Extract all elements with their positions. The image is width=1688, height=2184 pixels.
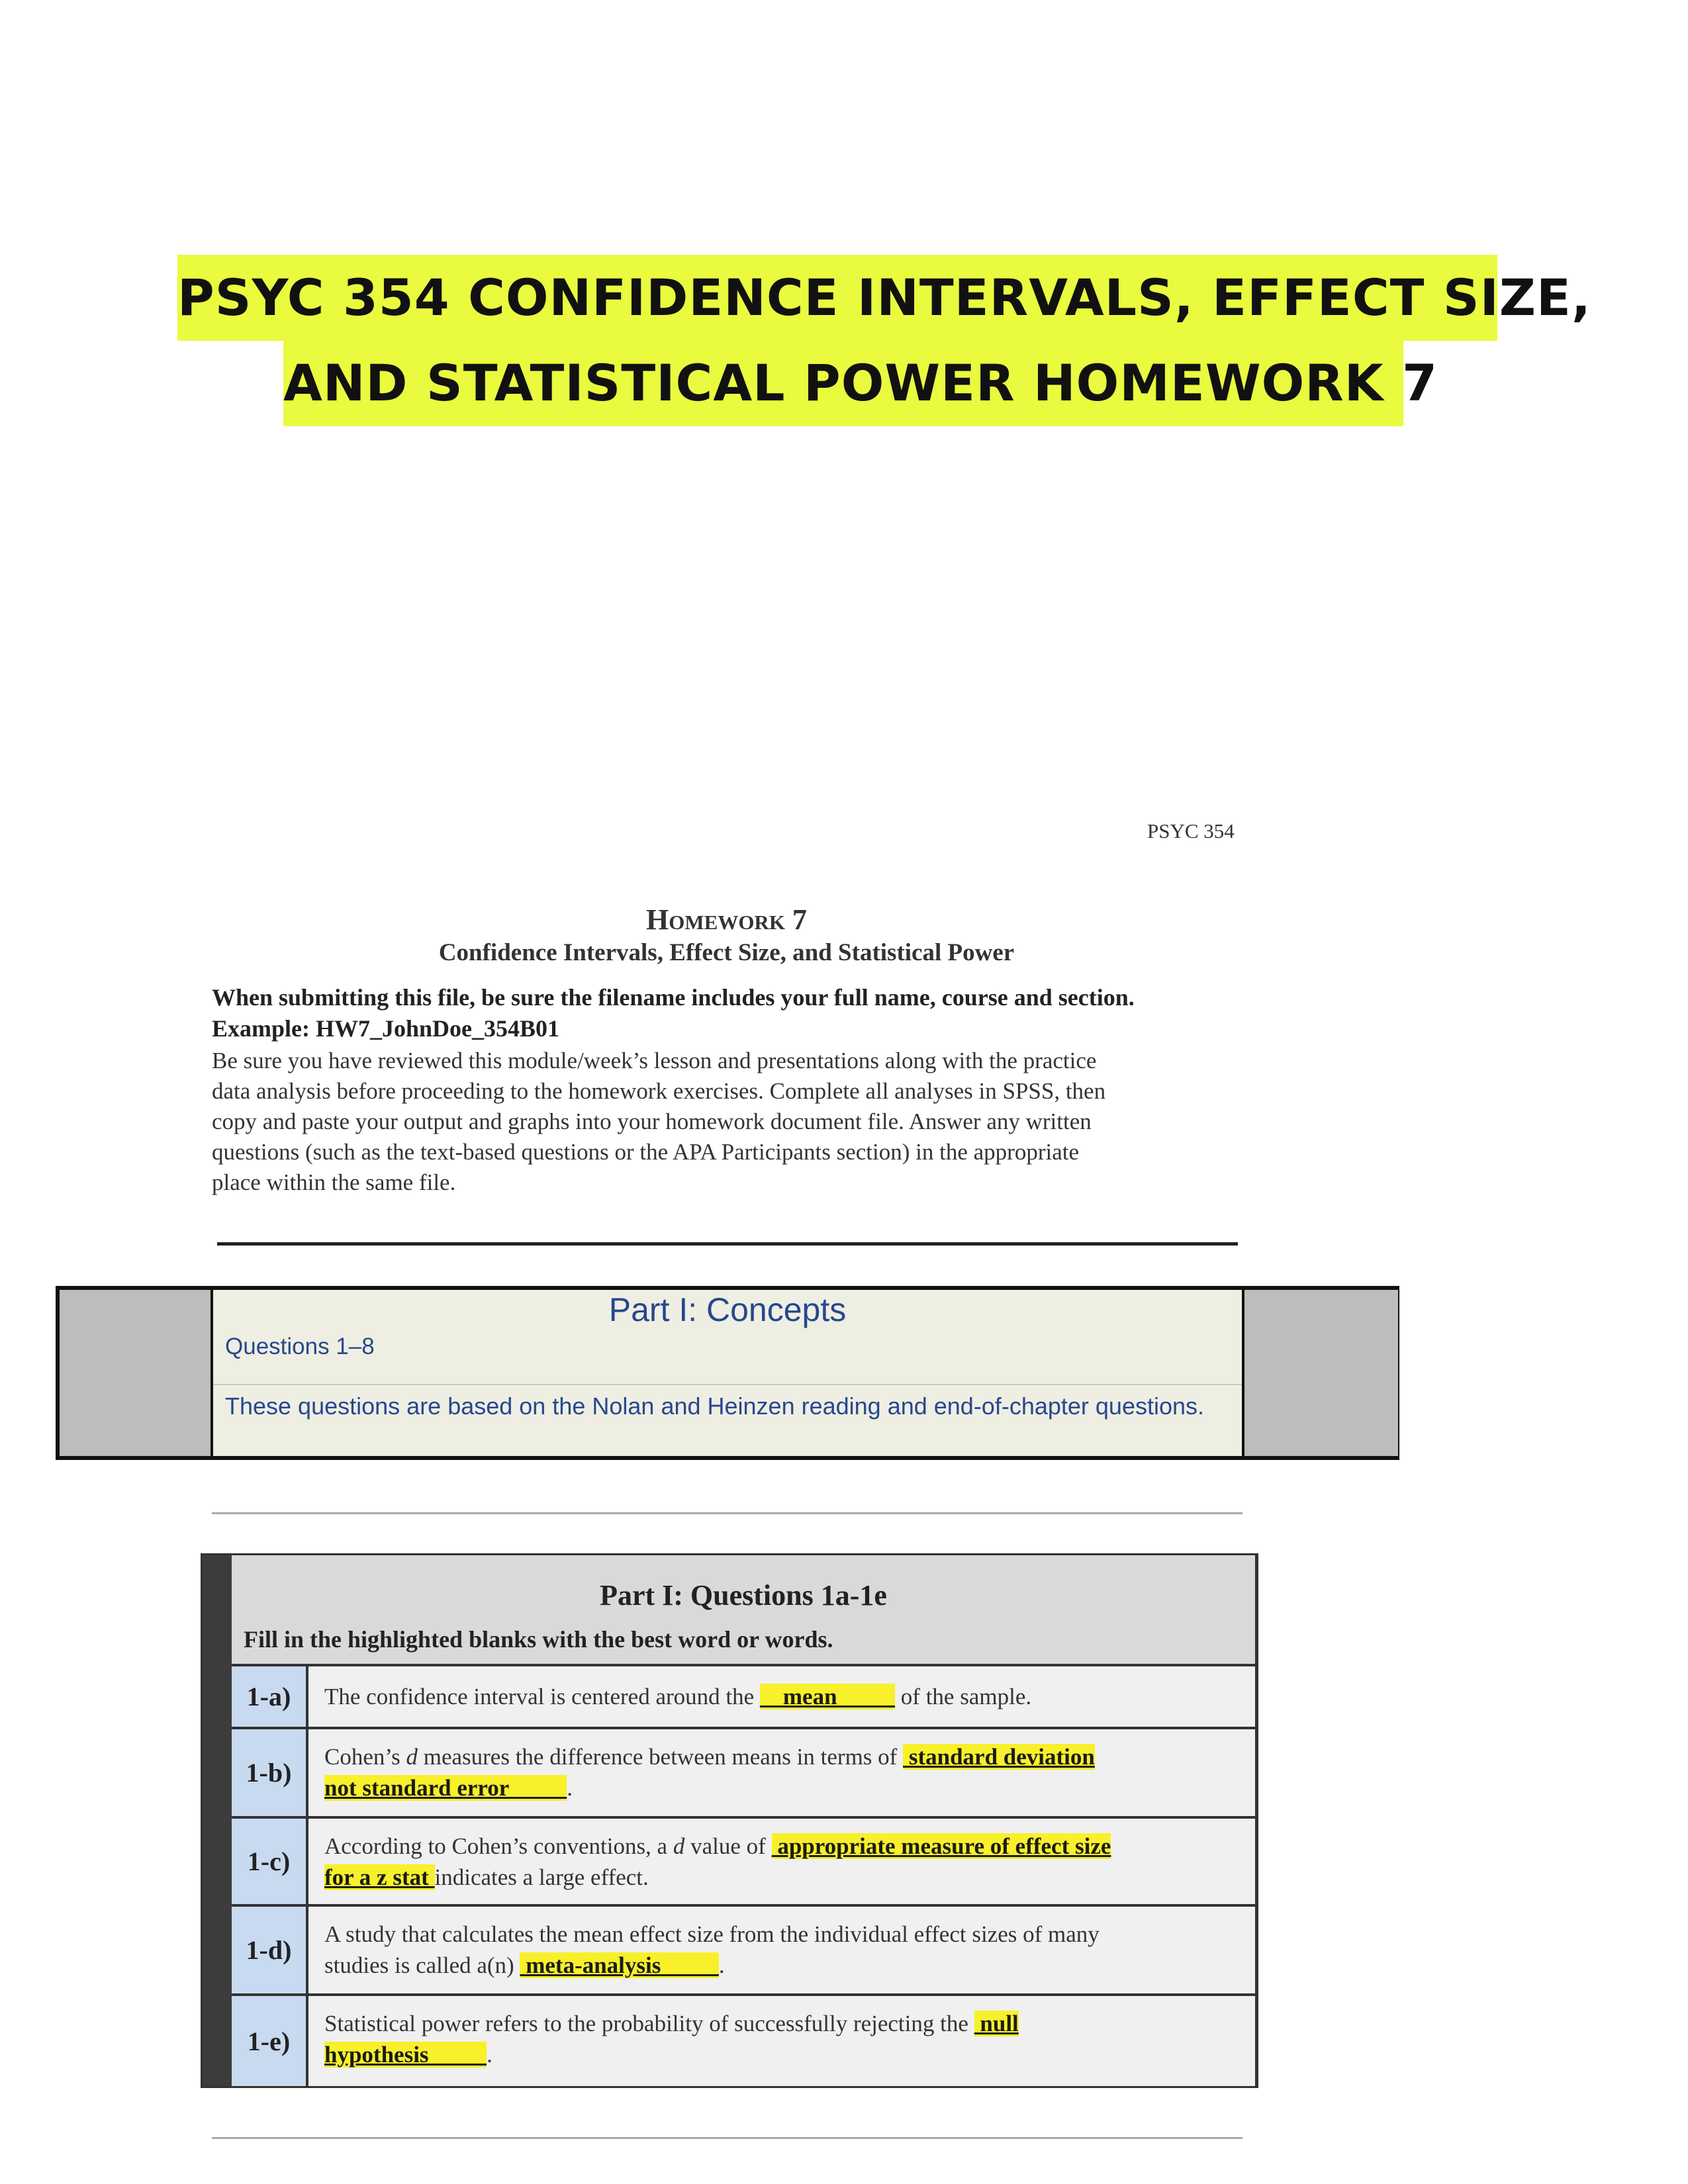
question-text-segment: value of <box>684 1833 772 1859</box>
intro-line: questions (such as the text-based questions or the APA Participants section) in the appropriate <box>212 1139 1079 1165</box>
question-number: 1-d) <box>232 1907 308 1993</box>
question-number: 1-c) <box>232 1819 308 1904</box>
question-text-segment: of the sample. <box>895 1684 1032 1709</box>
concepts-description: These questions are based on the Nolan and Heinzen reading and end-of-chapter questions. <box>225 1392 1205 1420</box>
concepts-title: Part I: Concepts <box>608 1291 847 1328</box>
intro-line: place within the same file. <box>212 1169 456 1195</box>
question-row <box>232 1666 1255 1729</box>
question-text-segment: indicates a large effect. <box>434 1864 649 1890</box>
question-row <box>232 1907 1255 1996</box>
question-text-segment: measures the difference between means in terms of <box>417 1744 904 1770</box>
answer-highlight: for a z stat <box>324 1864 435 1890</box>
homework-title: Homework 7 <box>646 903 807 936</box>
divider <box>212 1512 1243 1514</box>
intro-paragraph <box>212 1046 1244 1198</box>
question-text-segment: studies is called a(n) <box>324 1952 520 1978</box>
submission-instruction: When submitting this file, be sure the filename includes your full name, course and section. <box>212 984 1135 1011</box>
question-text <box>324 1681 1241 1712</box>
question-text-segment: d <box>673 1833 685 1859</box>
question-number: 1-e) <box>232 1996 308 2086</box>
course-code: PSYC 354 <box>1147 819 1235 842</box>
question-row <box>232 1996 1255 2086</box>
answer-highlight: meta-analysis <box>520 1952 719 1978</box>
question-row <box>232 1729 1255 1819</box>
concepts-divider <box>213 1384 1242 1385</box>
question-text-segment: According to Cohen’s conventions, a <box>324 1833 673 1859</box>
questions-table-title: Part I: Questions 1a-1e <box>600 1579 887 1612</box>
divider <box>212 2137 1243 2139</box>
question-text <box>324 1831 1241 1893</box>
questions-table-side-bar <box>203 1555 232 2086</box>
intro-line: copy and paste your output and graphs into your homework document file. Answer any written <box>212 1109 1092 1134</box>
banner-title-line-2: AND STATISTICAL POWER HOMEWORK 7 <box>283 340 1403 426</box>
answer-highlight: not standard error <box>324 1775 567 1801</box>
concepts-question-range: Questions 1–8 <box>225 1334 375 1359</box>
answer-highlight: appropriate measure of effect size <box>771 1833 1111 1859</box>
intro-line: Be sure you have reviewed this module/week’s lesson and presentations along with the practice <box>212 1048 1097 1073</box>
filename-example: Example: HW7_JohnDoe_354B01 <box>212 1015 560 1042</box>
questions-table-instruction: Fill in the highlighted blanks with the best word or words. <box>244 1626 833 1653</box>
question-text-segment: . <box>718 1952 725 1978</box>
answer-highlight: null <box>974 2011 1019 2036</box>
question-text-segment: A study that calculates the mean effect size from the individual effect sizes of many <box>324 1921 1100 1947</box>
homework-subtitle: Confidence Intervals, Effect Size, and Statistical Power <box>438 939 1015 966</box>
question-text <box>324 1919 1241 1981</box>
question-text <box>324 1741 1241 1803</box>
intro-line: data analysis before proceeding to the homework exercises. Complete all analyses in SPSS, then <box>212 1078 1106 1104</box>
question-text <box>324 2008 1241 2070</box>
question-text-segment: . <box>567 1775 573 1801</box>
question-text-segment: . <box>487 2042 492 2068</box>
banner-title-line-1: PSYC 354 CONFIDENCE INTERVALS, EFFECT SIZE, <box>177 255 1497 341</box>
question-text-segment: d <box>406 1744 418 1770</box>
concepts-box-left-bar <box>60 1290 213 1456</box>
concepts-box-right-bar <box>1242 1290 1398 1456</box>
question-text-segment: Statistical power refers to the probability of successfully rejecting the <box>324 2011 974 2036</box>
divider <box>217 1242 1238 1246</box>
answer-highlight: hypothesis <box>324 2042 487 2068</box>
answer-highlight: mean <box>759 1684 896 1709</box>
question-number: 1-b) <box>232 1729 308 1816</box>
question-number: 1-a) <box>232 1666 308 1727</box>
question-row <box>232 1819 1255 1907</box>
question-text-segment: The confidence interval is centered around the <box>324 1684 755 1709</box>
answer-highlight: standard deviation <box>903 1744 1095 1770</box>
question-text-segment: Cohen’s <box>324 1744 406 1770</box>
